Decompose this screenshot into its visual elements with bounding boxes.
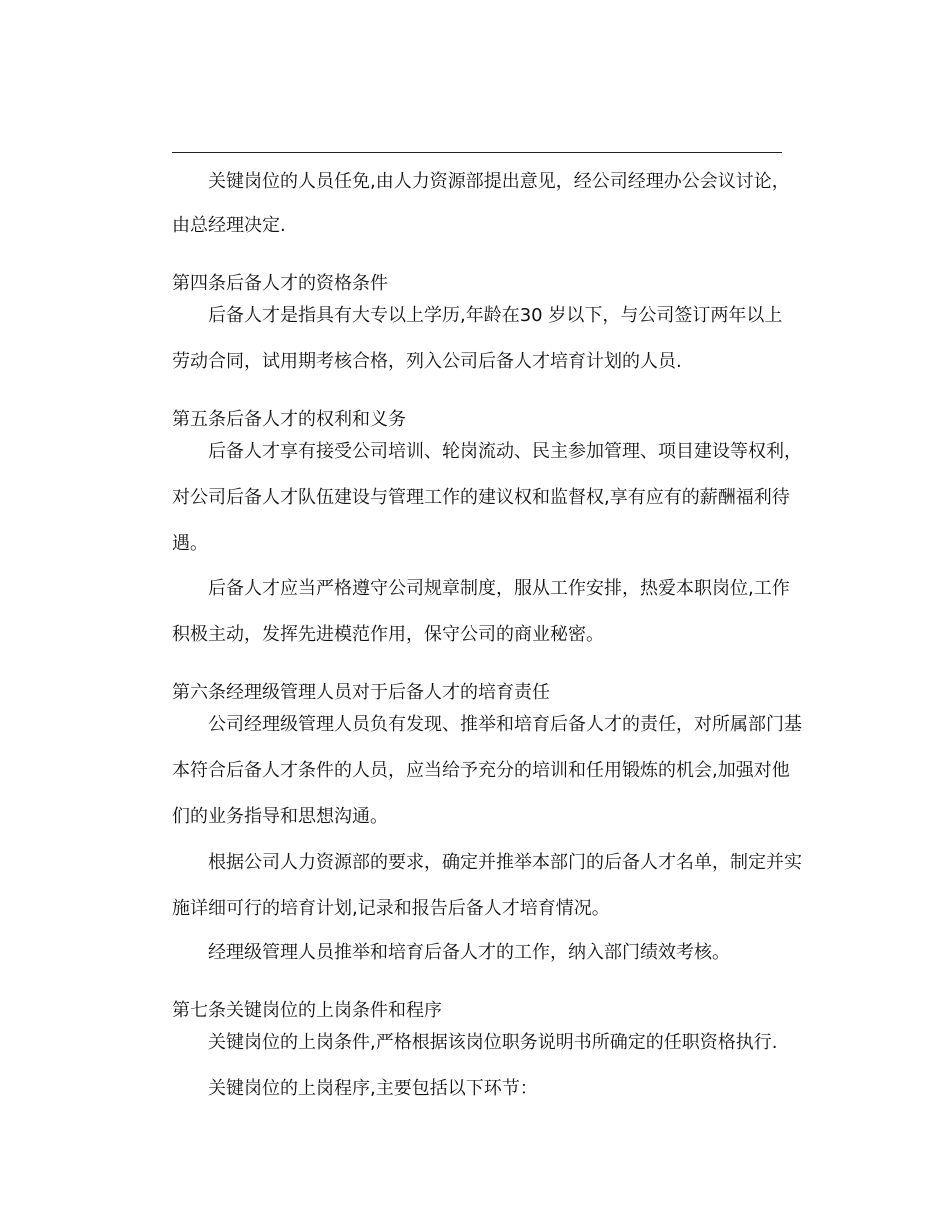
paragraph-line: 关键岗位的上岗程序,主要包括以下环节： <box>208 1078 538 1099</box>
paragraph-line: 后备人才应当严格遵守公司规章制度，服从工作安排，热爱本职岗位,工作 <box>208 578 790 599</box>
paragraph-line: 根据公司人力资源部的要求，确定并推举本部门的后备人才名单，制定并实 <box>208 852 802 873</box>
paragraph-line: 关键岗位的人员任免,由人力资源部提出意见，经公司经理办公会议讨论， <box>208 171 790 192</box>
section-heading-6: 第六条经理级管理人员对于后备人才的培育责任 <box>172 682 550 703</box>
section-heading-5: 第五条后备人才的权利和义务 <box>172 409 406 430</box>
paragraph-line: 遇。 <box>172 533 208 554</box>
section-heading-4: 第四条后备人才的资格条件 <box>172 273 388 294</box>
paragraph-line: 对公司后备人才队伍建设与管理工作的建议权和监督权,享有应有的薪酬福利待 <box>172 487 790 508</box>
paragraph-line: 们的业务指导和思想沟通。 <box>172 806 388 827</box>
paragraph-line: 经理级管理人员推举和培育后备人才的工作，纳入部门绩效考核。 <box>208 942 730 963</box>
paragraph-line: 公司经理级管理人员负有发现、推举和培育后备人才的责任，对所属部门基 <box>208 714 802 735</box>
paragraph-line: 后备人才享有接受公司培训、轮岗流动、民主参加管理、项目建设等权利， <box>208 441 802 462</box>
header-rule <box>172 152 782 153</box>
paragraph-line: 施详细可行的培育计划,记录和报告后备人才培育情况。 <box>172 898 610 919</box>
paragraph-line: 后备人才是指具有大专以上学历,年龄在30 岁以下，与公司签订两年以上 <box>208 305 783 326</box>
paragraph-line: 积极主动，发挥先进模范作用，保守公司的商业秘密。 <box>172 624 604 645</box>
paragraph-line: 由总经理决定. <box>172 215 286 236</box>
paragraph-line: 关键岗位的上岗条件,严格根据该岗位职务说明书所确定的任职资格执行. <box>208 1032 778 1053</box>
section-heading-7: 第七条关键岗位的上岗条件和程序 <box>172 1000 442 1021</box>
paragraph-line: 本符合后备人才条件的人员，应当给予充分的培训和任用锻炼的机会,加强对他 <box>172 760 790 781</box>
paragraph-line: 劳动合同，试用期考核合格，列入公司后备人才培育计划的人员. <box>172 351 682 372</box>
